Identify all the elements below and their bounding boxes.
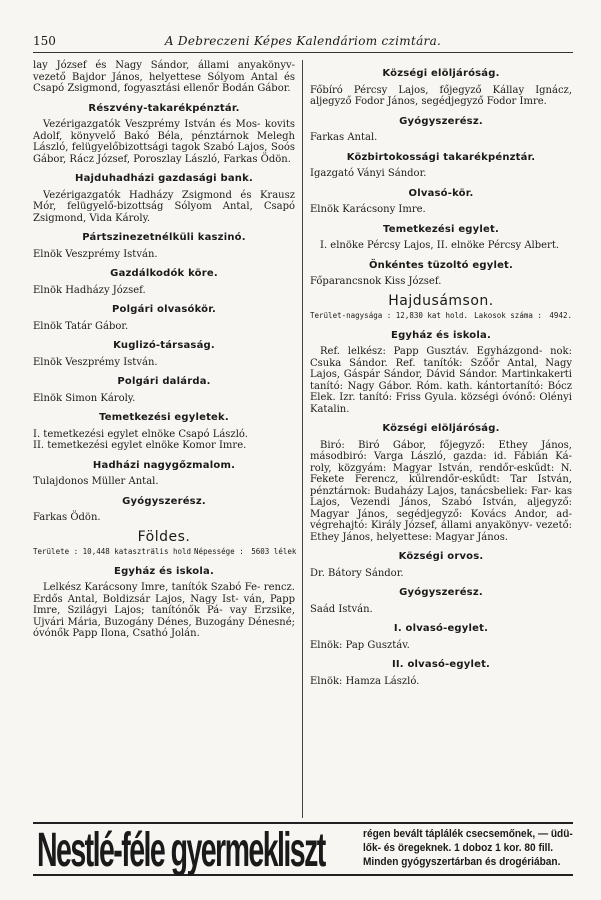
section-title: Gyógyszerész. <box>399 115 483 127</box>
section-text: Lelkész Karácsony Imre, tanítók Szabó Fe- rencz. Erdős Antal, Boldizsár Lajos, Nagy Ist- ván, Papp Imre, Szilágyi Lajos; tanítónők Pá- vay Erzsike, Ujvári Mária, Buzogány Dénes, Buzogány Dénesné; óvónők Papp Ilona, Csathó Jolán. <box>33 582 295 639</box>
directory-section <box>33 340 295 368</box>
directory-section <box>33 412 295 452</box>
directory-section <box>310 68 572 108</box>
directory-section <box>33 496 295 524</box>
population-value: 4942. <box>549 311 572 320</box>
town-meta-hajdusamson <box>310 310 572 322</box>
area-label: Területe : <box>33 547 79 556</box>
directory-section <box>310 188 572 216</box>
directory-section <box>310 623 572 651</box>
section-text: Saád István. <box>310 603 373 615</box>
page-number: 150 <box>33 34 56 48</box>
ad-line: régen bevált táplálék csecsemőnek, — üdü- <box>363 828 573 840</box>
section-title: Pártszinezetnélküli kaszinó. <box>82 232 246 243</box>
running-title: A Debreczeni Képes Kalendáriom czimtára. <box>164 34 442 48</box>
section-text: Elnök: Pap Gusztáv. <box>310 639 410 651</box>
section-text: Ref. lelkész: Papp Gusztáv. Egyházgond- nok: Csuka Sándor. Ref. tanítók: Szőőr Antal, Nagy Lajos, Gáspár Sándor, Dávid Sándor. Martinkakerti tanító: Nagy Gábor. Róm. kath. kántortanító: Bócz Elek. Izr. tanító: Friss Gyula. községi óvónő: Olényi Katalin. <box>310 346 572 415</box>
directory-section <box>310 423 572 543</box>
population-label: Népessége : <box>194 547 244 556</box>
directory-section <box>33 376 295 404</box>
town-title-foldes: Földes. <box>137 528 191 545</box>
section-text: I. elnöke Pércsy Lajos, II. elnöke Pércsy Albert. <box>320 240 560 251</box>
advertisement-banner <box>33 822 573 876</box>
ad-line: lők- és öregeknek. 1 doboz 1 kor. 80 fill. <box>363 842 554 854</box>
section-title: Polgári dalárda. <box>117 376 211 387</box>
directory-section <box>33 60 295 95</box>
section-text: Farkas Ödön. <box>33 512 101 523</box>
directory-section <box>310 587 572 615</box>
area-label: Terület-nagysága : <box>310 311 392 320</box>
column-divider <box>302 60 303 818</box>
section-text: Főparancsnok Kiss József. <box>310 276 442 287</box>
section-text: Vezérigazgatók Veszprémy István és Mos- kovits Adolf, könyvelő Bakó Béla, pénztárnok Melegh László, felügyelőbizottsági tagok Szabó Lajos, Soós Gábor, Rácz József, Poroszlay László, Farkas Ödön. <box>33 119 295 165</box>
section-text: Elnök Simon Károly. <box>33 392 136 404</box>
section-title: Közbirtokossági takarékpénztár. <box>346 151 536 163</box>
section-title: I. olvasó-egylet. <box>393 623 489 634</box>
population-value: 5603 lélek <box>251 547 297 556</box>
section-text: Elnök Tatár Gábor. <box>33 320 129 332</box>
section-title: II. olvasó-egylet. <box>391 659 491 670</box>
section-title: Községi elöljáróság. <box>382 423 500 434</box>
directory-section <box>33 304 295 332</box>
section-text: Tulajdonos Müller Antal. <box>33 476 159 487</box>
section-title: Hajduhadházi gazdasági bank. <box>75 173 253 184</box>
left-column <box>33 60 295 640</box>
ad-brand-name: Nestlé-féle gyermekliszt <box>37 821 325 877</box>
directory-section <box>310 224 572 252</box>
section-title: Gyógyszerész. <box>399 587 483 598</box>
section-title: Temetkezési egyletek. <box>99 412 229 423</box>
section-text: Elnök Veszprémy István. <box>33 248 158 260</box>
ad-line: Minden gyógyszertárban és drogériában. <box>363 856 561 868</box>
section-title: Gyógyszerész. <box>122 495 206 507</box>
section-title: Temetkezési egylet. <box>383 223 499 235</box>
section-title: Gazdálkodók köre. <box>110 268 218 279</box>
section-text: Elnök Veszprémy István. <box>33 356 158 368</box>
town-title-hajdusamson: Hajdusámson. <box>388 292 494 309</box>
section-title: Hadházi nagygőzmalom. <box>92 459 236 471</box>
section-text: Igazgató Ványi Sándor. <box>310 168 427 179</box>
section-title: Részvény-takarékpénztár. <box>88 102 240 114</box>
section-title: Kuglizó-társaság. <box>113 340 215 351</box>
page-header <box>33 34 573 53</box>
section-title: Községi orvos. <box>398 551 484 562</box>
section-text: Elnök: Hamza László. <box>310 675 420 687</box>
area-value: 12,830 kat hold. <box>395 311 469 320</box>
section-title: Polgári olvasókör. <box>112 304 216 315</box>
section-title: Önkéntes tüzoltó egylet. <box>368 259 514 271</box>
directory-section <box>310 152 572 180</box>
section-text: Főbíró Pércsy Lajos, főjegyző Kállay Ignácz, aljegyző Fodor János, segédjegyző Fodor Imre. <box>310 84 572 107</box>
directory-section <box>310 659 572 687</box>
population-label: Lakosok száma : <box>474 311 542 320</box>
section-title: Olvasó-kör. <box>408 187 474 199</box>
section-text: II. temetkezési egylet elnöke Komor Imre. <box>33 440 247 451</box>
section-title: Községi elöljáróság. <box>382 68 500 79</box>
section-text: Elnök Hadházy József. <box>33 284 146 296</box>
section-text: Biró: Biró Gábor, főjegyző: Ethey János, másodbiró: Varga László, gazda: id. Fábián Ká- roly, közgyám: Magyar István, rendőr-eskűdt: N. Fekete Ferencz, kűlrendőr-eskűdt: Tar István, pénztárnok: Budaházy Lajos, tanácsbeliek: Far- kas Lajos, Vezendi János, Szabó István, aljegyző: Magyar János, segédjegyző: Kovács Andor, ad- végrehajtó: Király József, állami anyakönyv- vezető: Ethey János, helyettese: Magyar János. <box>310 439 572 543</box>
directory-section <box>33 103 295 166</box>
section-text: I. temetkezési egylet elnöke Csapó László. <box>33 428 248 440</box>
area-value: 10,448 kataszträlis hold <box>82 547 192 556</box>
section-text: lay József és Nagy Sándor, állami anyakönyv- vezető Bajdor János, helyettese Sólyom Antal és Csapó Zsigmond, fogyasztási ellenőr Bodán Gábor. <box>33 60 295 94</box>
section-text: Vezérigazgatók Hadházy Zsigmond és Krausz Mór, felügyelő-bizottság Sólyom Antal, Csapó Zsigmond, Vida Károly. <box>33 189 295 224</box>
directory-section <box>310 330 572 416</box>
directory-section <box>310 260 572 288</box>
directory-section <box>310 116 572 144</box>
section-text: Dr. Bátory Sándor. <box>310 567 404 579</box>
directory-section <box>33 460 295 488</box>
directory-section <box>33 232 295 260</box>
town-meta-foldes <box>33 546 295 558</box>
section-text: Elnök Karácsony Imre. <box>310 204 426 215</box>
section-title: Egyház és iskola. <box>391 329 491 341</box>
section-title: Egyház és iskola. <box>114 565 214 577</box>
right-column <box>310 60 572 691</box>
directory-section <box>310 551 572 579</box>
section-text: Farkas Antal. <box>310 132 378 143</box>
directory-section <box>33 173 295 224</box>
directory-section <box>33 268 295 296</box>
ad-text <box>363 827 573 869</box>
